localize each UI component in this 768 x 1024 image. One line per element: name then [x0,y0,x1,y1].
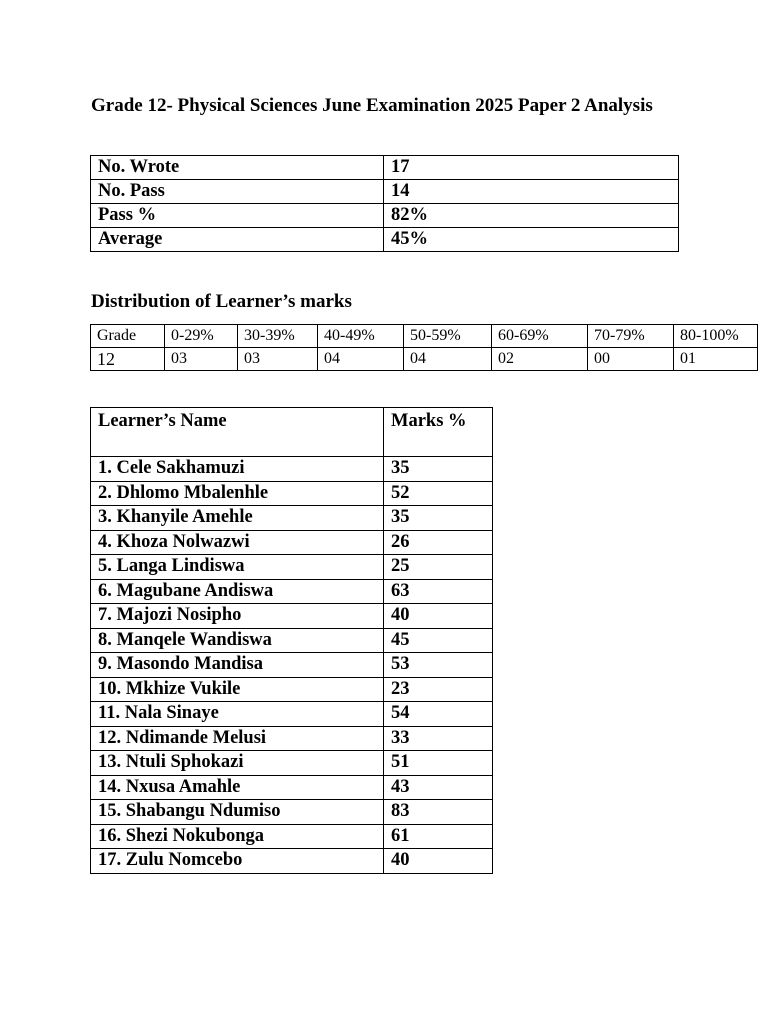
summary-value: 14 [384,180,679,204]
summary-value: 82% [384,204,679,228]
learner-mark: 23 [384,677,493,702]
table-row [91,800,493,825]
learner-name: 13. Ntuli Sphokazi [91,751,384,776]
learner-name-header: Learner’s Name [91,408,384,457]
learner-name: 16. Shezi Nokubonga [91,824,384,849]
distribution-value-row [91,348,758,371]
learner-mark: 33 [384,726,493,751]
learner-mark: 52 [384,481,493,506]
distribution-header-cell: 0-29% [165,325,238,348]
table-row [91,653,493,678]
table-row [91,555,493,580]
summary-row [91,228,679,252]
table-row [91,849,493,874]
summary-label: Pass % [91,204,384,228]
table-row [91,530,493,555]
distribution-value-cell: 03 [165,348,238,371]
distribution-value-cell: 02 [492,348,588,371]
summary-label: No. Pass [91,180,384,204]
learner-name: 7. Majozi Nosipho [91,604,384,629]
table-row [91,604,493,629]
distribution-value-cell: 01 [674,348,758,371]
learner-name: 10. Mkhize Vukile [91,677,384,702]
learner-mark: 83 [384,800,493,825]
summary-value: 17 [384,156,679,180]
learner-name: 6. Magubane Andiswa [91,579,384,604]
table-row [91,628,493,653]
distribution-heading: Distribution of Learner’s marks [91,291,352,312]
summary-label: No. Wrote [91,156,384,180]
learner-name: 1. Cele Sakhamuzi [91,457,384,482]
distribution-value-cell: 12 [91,348,165,371]
distribution-header-row [91,325,758,348]
distribution-header-cell: 70-79% [588,325,674,348]
table-row [91,457,493,482]
table-row [91,751,493,776]
distribution-header-cell: 60-69% [492,325,588,348]
distribution-header-cell: 80-100% [674,325,758,348]
learner-mark: 63 [384,579,493,604]
summary-label: Average [91,228,384,252]
marks-header: Marks % [384,408,493,457]
table-row [91,506,493,531]
learner-name: 4. Khoza Nolwazwi [91,530,384,555]
summary-row [91,180,679,204]
table-row [91,775,493,800]
learner-name: 17. Zulu Nomcebo [91,849,384,874]
learner-mark: 54 [384,702,493,727]
distribution-header-cell: Grade [91,325,165,348]
learner-name: 8. Manqele Wandiswa [91,628,384,653]
learner-mark: 35 [384,506,493,531]
learner-name: 11. Nala Sinaye [91,702,384,727]
learner-name: 14. Nxusa Amahle [91,775,384,800]
marks-header-row [91,408,493,457]
distribution-value-cell: 04 [404,348,492,371]
summary-value: 45% [384,228,679,252]
learner-mark: 35 [384,457,493,482]
table-row [91,824,493,849]
learner-mark: 45 [384,628,493,653]
learner-mark: 51 [384,751,493,776]
learner-name: 12. Ndimande Melusi [91,726,384,751]
table-row [91,702,493,727]
table-row [91,726,493,751]
learner-mark: 40 [384,604,493,629]
learner-mark: 61 [384,824,493,849]
table-row [91,677,493,702]
learner-name: 15. Shabangu Ndumiso [91,800,384,825]
distribution-header-cell: 50-59% [404,325,492,348]
learner-mark: 25 [384,555,493,580]
learner-marks-table [90,407,493,874]
learner-mark: 53 [384,653,493,678]
summary-row [91,156,679,180]
distribution-header-cell: 40-49% [318,325,404,348]
distribution-header-cell: 30-39% [238,325,318,348]
learner-name: 5. Langa Lindiswa [91,555,384,580]
summary-table [90,155,679,252]
summary-row [91,204,679,228]
learner-mark: 40 [384,849,493,874]
distribution-value-cell: 03 [238,348,318,371]
learner-mark: 43 [384,775,493,800]
learner-name: 3. Khanyile Amehle [91,506,384,531]
learner-mark: 26 [384,530,493,555]
table-row [91,579,493,604]
distribution-value-cell: 00 [588,348,674,371]
learner-name: 9. Masondo Mandisa [91,653,384,678]
learner-name: 2. Dhlomo Mbalenhle [91,481,384,506]
page-title: Grade 12- Physical Sciences June Examination 2025 Paper 2 Analysis [91,95,653,116]
distribution-value-cell: 04 [318,348,404,371]
table-row [91,481,493,506]
distribution-table [90,324,758,371]
